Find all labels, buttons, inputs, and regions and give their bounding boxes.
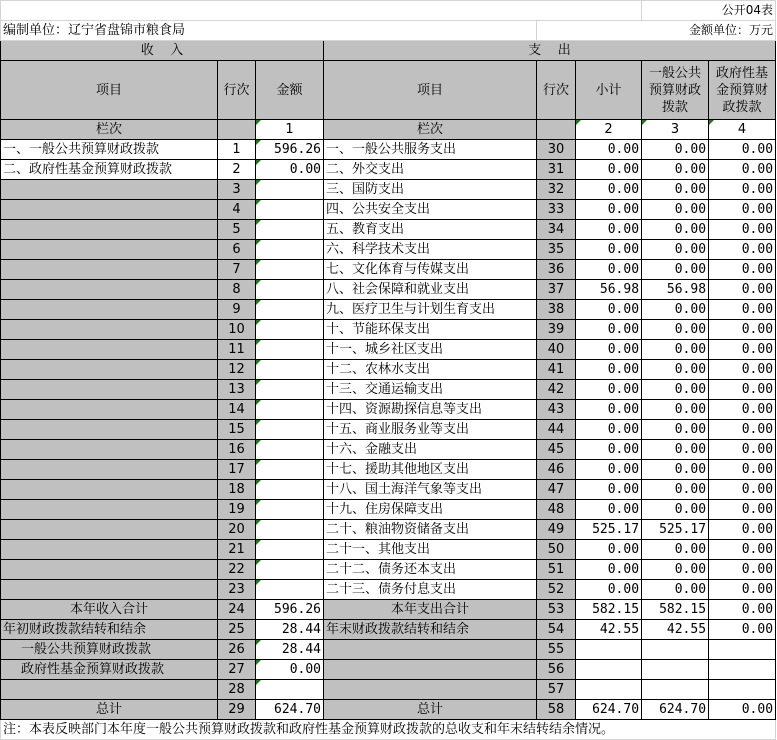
income-item: [1, 380, 218, 400]
income-amount: [256, 340, 324, 360]
carryover-amount: 28.44: [256, 620, 324, 640]
empty-cell: [324, 660, 537, 680]
year-end-line: 54: [537, 620, 576, 640]
empty-cell: [709, 680, 776, 700]
expense-subtotal: 0.00: [576, 400, 642, 420]
expense-fund: 0.00: [709, 480, 776, 500]
income-item: [1, 560, 218, 580]
expense-subtotal: 56.98: [576, 280, 642, 300]
table-row: [1, 420, 776, 440]
grand-expense-line: 58: [537, 700, 576, 720]
expense-total-label: 本年支出合计: [324, 600, 537, 620]
expense-line: 52: [537, 580, 576, 600]
expense-line: 56: [537, 660, 576, 680]
table-row: [1, 360, 776, 380]
income-amount: [256, 240, 324, 260]
expense-fund: 0.00: [709, 520, 776, 540]
table-row: [1, 520, 776, 540]
expense-line: 40: [537, 340, 576, 360]
empty-cell: [1, 680, 218, 700]
income-item: [1, 460, 218, 480]
expense-total-line: 53: [537, 600, 576, 620]
expense-general: 0.00: [642, 460, 709, 480]
expense-subtotal: 0.00: [576, 500, 642, 520]
income-item: [1, 300, 218, 320]
expense-item: 四、公共安全支出: [324, 200, 537, 220]
income-amount: [256, 360, 324, 380]
expense-fund: 0.00: [709, 380, 776, 400]
empty-cell: [324, 680, 537, 700]
income-item: [1, 420, 218, 440]
expense-general: 0.00: [642, 420, 709, 440]
expense-fund: 0.00: [709, 560, 776, 580]
expense-fund: 0.00: [709, 180, 776, 200]
income-line: 10: [218, 320, 256, 340]
carryover-line: 25: [218, 620, 256, 640]
table-row: [1, 220, 776, 240]
income-amount: [256, 420, 324, 440]
income-total-label: 本年收入合计: [1, 600, 218, 620]
income-amount: [256, 500, 324, 520]
expense-item: 十五、商业服务业等支出: [324, 420, 537, 440]
expense-fund: 0.00: [709, 240, 776, 260]
grand-total-line: 29: [218, 700, 256, 720]
col-row-label: 栏次: [1, 120, 218, 140]
expense-subtotal: 0.00: [576, 460, 642, 480]
income-item: [1, 400, 218, 420]
table-row: [1, 560, 776, 580]
expense-general: 56.98: [642, 280, 709, 300]
expense-fund: 0.00: [709, 420, 776, 440]
expense-fund: 0.00: [709, 440, 776, 460]
income-line: 3: [218, 180, 256, 200]
income-amount: [256, 260, 324, 280]
table-row: [1, 380, 776, 400]
table-row: [1, 500, 776, 520]
expense-item: 七、文化体育与传媒支出: [324, 260, 537, 280]
income-item: 二、政府性基金预算财政拨款: [1, 160, 218, 180]
empty-cell: [537, 120, 576, 140]
expense-general: 0.00: [642, 480, 709, 500]
grand-expense-subtotal: 624.70: [576, 700, 642, 720]
income-amount: [256, 300, 324, 320]
expense-fund: 0.00: [709, 280, 776, 300]
income-item: [1, 520, 218, 540]
income-line: 21: [218, 540, 256, 560]
expense-line: 34: [537, 220, 576, 240]
table-row: [1, 680, 776, 700]
expense-general: 0.00: [642, 180, 709, 200]
income-line: 15: [218, 420, 256, 440]
expense-general: 0.00: [642, 160, 709, 180]
expense-item: 十九、住房保障支出: [324, 500, 537, 520]
expense-subtotal: 0.00: [576, 440, 642, 460]
expense-item: 十七、援助其他地区支出: [324, 460, 537, 480]
expense-total-general: 582.15: [642, 600, 709, 620]
col-fund: 政府性基金预算财政拨款: [709, 61, 776, 120]
expense-fund: 0.00: [709, 500, 776, 520]
expense-item: 三、国防支出: [324, 180, 537, 200]
income-line: 17: [218, 460, 256, 480]
expense-line: 48: [537, 500, 576, 520]
expense-general: 0.00: [642, 220, 709, 240]
expense-line: 55: [537, 640, 576, 660]
table-row: [1, 200, 776, 220]
empty-cell: [642, 660, 709, 680]
expense-general: 0.00: [642, 440, 709, 460]
expense-line: 30: [537, 140, 576, 160]
expense-line: 32: [537, 180, 576, 200]
income-item: [1, 220, 218, 240]
expense-general: 0.00: [642, 240, 709, 260]
expense-line: 43: [537, 400, 576, 420]
expense-fund: 0.00: [709, 400, 776, 420]
empty-cell: [642, 680, 709, 700]
expense-fund: 0.00: [709, 320, 776, 340]
expense-fund: 0.00: [709, 140, 776, 160]
expense-fund: 0.00: [709, 340, 776, 360]
expense-item: 十、节能环保支出: [324, 320, 537, 340]
empty-cell: [1, 1, 642, 21]
carryover-fund-amount: 0.00: [256, 660, 324, 680]
expense-line: 49: [537, 520, 576, 540]
year-end-fund: 0.00: [709, 620, 776, 640]
table-row: [1, 340, 776, 360]
expense-item: 十二、农林水支出: [324, 360, 537, 380]
col-general: 一般公共预算财政拨款: [642, 61, 709, 120]
income-amount: [256, 540, 324, 560]
col-amount: 金额: [256, 61, 324, 120]
income-line: 20: [218, 520, 256, 540]
income-line: 4: [218, 200, 256, 220]
expense-subtotal: 0.00: [576, 340, 642, 360]
col-row-1: 1: [256, 120, 324, 140]
expense-line: 51: [537, 560, 576, 580]
table-row: [1, 400, 776, 420]
expense-item: 二十三、债务付息支出: [324, 580, 537, 600]
income-line: 8: [218, 280, 256, 300]
expense-general: 0.00: [642, 540, 709, 560]
expense-subtotal: 0.00: [576, 420, 642, 440]
expense-line: 47: [537, 480, 576, 500]
expense-line: 45: [537, 440, 576, 460]
table-row: [1, 480, 776, 500]
expense-subtotal: 0.00: [576, 380, 642, 400]
expense-fund: 0.00: [709, 260, 776, 280]
income-item: [1, 280, 218, 300]
income-line: 13: [218, 380, 256, 400]
expense-subtotal: 0.00: [576, 160, 642, 180]
expense-line: 35: [537, 240, 576, 260]
expense-subtotal: 525.17: [576, 520, 642, 540]
expense-subtotal: 0.00: [576, 300, 642, 320]
expense-subtotal: 0.00: [576, 200, 642, 220]
income-amount: [256, 320, 324, 340]
expense-subtotal: 0.00: [576, 140, 642, 160]
income-item: [1, 180, 218, 200]
income-line: 1: [218, 140, 256, 160]
expense-line: 41: [537, 360, 576, 380]
income-amount: [256, 520, 324, 540]
income-total-amount: 596.26: [256, 600, 324, 620]
col-line: 行次: [218, 61, 256, 120]
empty-cell: [218, 120, 256, 140]
income-line: 9: [218, 300, 256, 320]
expense-general: 0.00: [642, 140, 709, 160]
income-amount: [256, 200, 324, 220]
income-amount: [256, 460, 324, 480]
expense-total-subtotal: 582.15: [576, 600, 642, 620]
grand-total-amount: 624.70: [256, 700, 324, 720]
table-row: [1, 620, 776, 640]
income-amount: [256, 400, 324, 420]
expense-line: 31: [537, 160, 576, 180]
income-line: 22: [218, 560, 256, 580]
income-line: 11: [218, 340, 256, 360]
income-header: 收 入: [1, 41, 324, 61]
col-exp-line: 行次: [537, 61, 576, 120]
income-line: 2: [218, 160, 256, 180]
empty-cell: [576, 660, 642, 680]
expense-subtotal: 0.00: [576, 480, 642, 500]
expense-item: 六、科学技术支出: [324, 240, 537, 260]
expense-general: 0.00: [642, 580, 709, 600]
expense-general: 0.00: [642, 380, 709, 400]
year-end-general: 42.55: [642, 620, 709, 640]
income-item: [1, 440, 218, 460]
income-amount: [256, 560, 324, 580]
table-row: [1, 180, 776, 200]
income-item: [1, 580, 218, 600]
expense-subtotal: 0.00: [576, 560, 642, 580]
table-row: [1, 460, 776, 480]
expense-fund: 0.00: [709, 580, 776, 600]
income-item: 一、一般公共预算财政拨款: [1, 140, 218, 160]
income-line: 18: [218, 480, 256, 500]
expense-header: 支 出: [324, 41, 776, 61]
income-line: 19: [218, 500, 256, 520]
expense-line: 39: [537, 320, 576, 340]
empty-cell: [576, 680, 642, 700]
income-amount: [256, 280, 324, 300]
col-row-4: 4: [709, 120, 776, 140]
expense-item: 九、医疗卫生与计划生育支出: [324, 300, 537, 320]
expense-subtotal: 0.00: [576, 360, 642, 380]
expense-line: 36: [537, 260, 576, 280]
expense-general: 0.00: [642, 300, 709, 320]
income-line: 12: [218, 360, 256, 380]
expense-item: 十四、资源勘探信息等支出: [324, 400, 537, 420]
expense-general: 0.00: [642, 200, 709, 220]
carryover-label: 年初财政拨款结转和结余: [1, 620, 218, 640]
income-line: 14: [218, 400, 256, 420]
expense-fund: 0.00: [709, 200, 776, 220]
grand-total-label: 总计: [1, 700, 218, 720]
income-line: 28: [218, 680, 256, 700]
expense-general: 0.00: [642, 560, 709, 580]
year-end-label: 年末财政拨款结转和结余: [324, 620, 537, 640]
income-item: [1, 480, 218, 500]
expense-fund: 0.00: [709, 360, 776, 380]
expense-item: 二十一、其他支出: [324, 540, 537, 560]
expense-subtotal: 0.00: [576, 260, 642, 280]
expense-item: 二十二、债务还本支出: [324, 560, 537, 580]
expense-item: 二十、粮油物资储备支出: [324, 520, 537, 540]
expense-line: 33: [537, 200, 576, 220]
table-row: [1, 600, 776, 620]
income-line: 16: [218, 440, 256, 460]
income-item: [1, 360, 218, 380]
expense-total-fund: 0.00: [709, 600, 776, 620]
expense-fund: 0.00: [709, 540, 776, 560]
expense-item: 十一、城乡社区支出: [324, 340, 537, 360]
income-amount: [256, 480, 324, 500]
empty-cell: [709, 660, 776, 680]
grand-expense-fund: 0.00: [709, 700, 776, 720]
expense-line: 42: [537, 380, 576, 400]
carryover-general-line: 26: [218, 640, 256, 660]
income-item: [1, 500, 218, 520]
income-amount: 596.26: [256, 140, 324, 160]
expense-line: 38: [537, 300, 576, 320]
year-end-subtotal: 42.55: [576, 620, 642, 640]
empty-cell: [642, 640, 709, 660]
expense-general: 0.00: [642, 260, 709, 280]
expense-item: 十三、交通运输支出: [324, 380, 537, 400]
col-exp-item: 项目: [324, 61, 537, 120]
expense-subtotal: 0.00: [576, 240, 642, 260]
expense-subtotal: 0.00: [576, 540, 642, 560]
table-row: [1, 240, 776, 260]
expense-general: 525.17: [642, 520, 709, 540]
table-row: [1, 320, 776, 340]
empty-cell: [576, 640, 642, 660]
expense-subtotal: 0.00: [576, 320, 642, 340]
expense-general: 0.00: [642, 500, 709, 520]
carryover-fund-line: 27: [218, 660, 256, 680]
income-line: 5: [218, 220, 256, 240]
expense-line: 37: [537, 280, 576, 300]
expense-line: 44: [537, 420, 576, 440]
income-amount: [256, 220, 324, 240]
income-amount: [256, 580, 324, 600]
income-amount: 0.00: [256, 160, 324, 180]
expense-general: 0.00: [642, 320, 709, 340]
expense-item: 一、一般公共服务支出: [324, 140, 537, 160]
empty-cell: [324, 640, 537, 660]
expense-subtotal: 0.00: [576, 220, 642, 240]
expense-fund: 0.00: [709, 220, 776, 240]
table-row: [1, 660, 776, 680]
empty-cell: [709, 640, 776, 660]
income-total-line: 24: [218, 600, 256, 620]
income-line: 7: [218, 260, 256, 280]
expense-subtotal: 0.00: [576, 580, 642, 600]
footnote: 注：本表反映部门本年度一般公共预算财政拨款和政府性基金预算财政拨款的总收支和年末结转结余情况。: [1, 720, 776, 740]
income-item: [1, 240, 218, 260]
expense-fund: 0.00: [709, 300, 776, 320]
table-row: [1, 140, 776, 160]
amount-unit: 金额单位：万元: [537, 21, 776, 41]
income-item: [1, 260, 218, 280]
income-item: [1, 540, 218, 560]
col-row-exp-label: 栏次: [324, 120, 537, 140]
col-row-2: 2: [576, 120, 642, 140]
table-row: [1, 260, 776, 280]
expense-item: 十六、金融支出: [324, 440, 537, 460]
unit-label: 编制单位：辽宁省盘锦市粮食局: [1, 21, 537, 41]
grand-expense-label: 总计: [324, 700, 537, 720]
col-item: 项目: [1, 61, 218, 120]
empty-cell: [256, 680, 324, 700]
carryover-general-label: 一般公共预算财政拨款: [1, 640, 218, 660]
income-amount: [256, 180, 324, 200]
carryover-fund-label: 政府性基金预算财政拨款: [1, 660, 218, 680]
carryover-general-amount: 28.44: [256, 640, 324, 660]
table-row: [1, 440, 776, 460]
table-row: [1, 300, 776, 320]
expense-item: 五、教育支出: [324, 220, 537, 240]
income-item: [1, 200, 218, 220]
table-row: [1, 580, 776, 600]
col-subtotal: 小计: [576, 61, 642, 120]
income-amount: [256, 380, 324, 400]
table-row: [1, 160, 776, 180]
form-code: 公开04表: [642, 1, 776, 21]
grand-expense-general: 624.70: [642, 700, 709, 720]
expense-fund: 0.00: [709, 460, 776, 480]
income-line: 6: [218, 240, 256, 260]
table-row: [1, 640, 776, 660]
income-item: [1, 320, 218, 340]
expense-item: 八、社会保障和就业支出: [324, 280, 537, 300]
income-amount: [256, 440, 324, 460]
income-line: 23: [218, 580, 256, 600]
expense-subtotal: 0.00: [576, 180, 642, 200]
table-row: [1, 280, 776, 300]
expense-line: 46: [537, 460, 576, 480]
income-item: [1, 340, 218, 360]
expense-line: 50: [537, 540, 576, 560]
expense-item: 十八、国土海洋气象等支出: [324, 480, 537, 500]
expense-general: 0.00: [642, 340, 709, 360]
table-row: [1, 700, 776, 720]
expense-line: 57: [537, 680, 576, 700]
table-row: [1, 540, 776, 560]
expense-general: 0.00: [642, 360, 709, 380]
col-row-3: 3: [642, 120, 709, 140]
expense-fund: 0.00: [709, 160, 776, 180]
expense-general: 0.00: [642, 400, 709, 420]
expense-item: 二、外交支出: [324, 160, 537, 180]
